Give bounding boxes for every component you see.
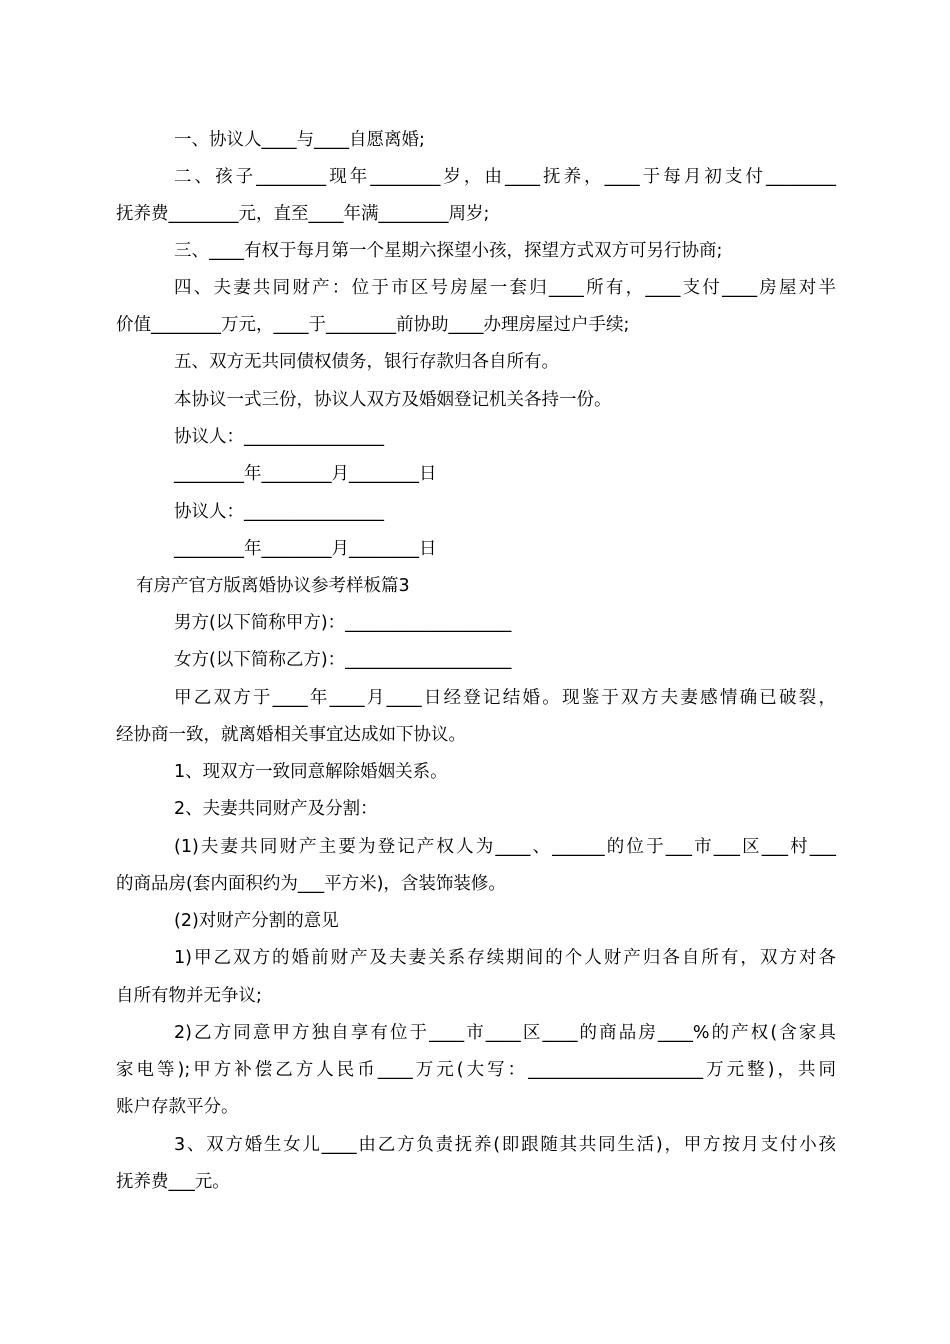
clause-1: 一、协议人____与____自愿离婚; [174,130,425,150]
clause-3: 三、____有权于每月第一个星期六探望小孩，探望方式双方可另行协商; [174,241,723,261]
item-2-2: (2)对财产分割的意见 [174,911,339,931]
clause-4-line-1: 四、夫妻共同财产：位于市区号房屋一套归____所有，____支付____房屋对半 [174,278,836,298]
signature-date-1: ________年________月________日 [174,464,437,484]
item-3-line-1: 3、双方婚生女儿____由乙方负责抚养(即跟随其共同生活)，甲方按月支付小孩 [174,1135,836,1155]
sub-2-line-2: 家电等);甲方补偿乙方人民币____万元(大写：____________________万元整)，共同 [116,1060,836,1080]
signature-date-2: ________年________月________日 [174,539,437,559]
sub-1-line-1: 1)甲乙双方的婚前财产及夫妻关系存续期间的个人财产归各自所有，双方对各 [174,948,836,968]
signature-party-2: 协议人：________________ [174,502,384,522]
intro-line-2: 经协商一致，就离婚相关事宜达成如下协议。 [116,725,466,745]
clause-4-line-2: 价值________万元，____于________前协助____办理房屋过户手续; [116,315,630,335]
sub-2-line-1: 2)乙方同意甲方独自享有位于____市____区____的商品房____%的产权(含家具 [174,1023,836,1043]
item-2-1-line-1: (1)夫妻共同财产主要为登记产权人为____、______的位于___市___区___村___ [174,837,836,857]
clause-5: 五、双方无共同债权债务，银行存款归各自所有。 [174,352,559,372]
party-male: 男方(以下简称甲方)：___________________ [174,613,512,633]
sub-2-line-3: 账户存款平分。 [116,1097,239,1117]
item-3-line-2: 抚养费___元。 [116,1172,230,1192]
signature-party-1: 协议人：________________ [174,427,384,447]
section-heading: 有房产官方版离婚协议参考样板篇3 [136,576,410,596]
clause-2-line-1: 二、孩子________现年________岁，由____抚养，____于每月初支付________ [174,167,836,187]
item-2: 2、夫妻共同财产及分割： [174,799,378,819]
intro-line-1: 甲乙双方于____年____月____日经登记结婚。现鉴于双方夫妻感情确已破裂， [174,688,836,708]
item-2-1-line-2: 的商品房(套内面积约为___平方米)，含装饰装修。 [116,874,506,894]
party-female: 女方(以下简称乙方)：___________________ [174,650,512,670]
copies-note: 本协议一式三份，协议人双方及婚姻登记机关各持一份。 [174,390,612,410]
sub-1-line-2: 自所有物并无争议; [116,986,262,1006]
item-1: 1、现双方一致同意解除婚姻关系。 [174,762,448,782]
clause-2-line-2: 抚养费________元，直至____年满________周岁; [116,204,490,224]
